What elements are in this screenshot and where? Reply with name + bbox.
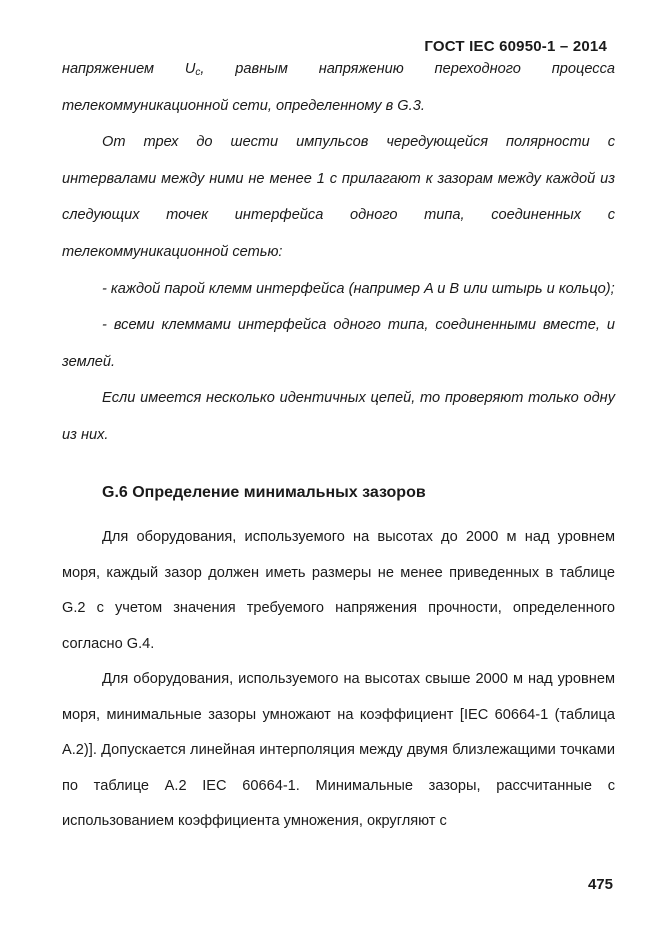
document-header: ГОСТ IEC 60950-1 – 2014 [424, 38, 607, 55]
section-heading: G.6 Определение минимальных зазоров [102, 484, 426, 501]
paragraph-identical-circuits: Если имеется несколько идентичных цепей, то проверяют только одну из них. [62, 390, 615, 443]
paragraph-altitude-above-2000: Для оборудования, используемого на высотах свыше 2000 м над уровнем моря, минимальные зазоры умножают на коэффициент [IEC 60664-1 (таблица A.2)]. Допускается линейная интерполяция между двумя близлежащими точками по таблице A.2 IEC 60664-1. Минимальные зазоры, рассчитанные с использованием коэффициента умножения, округляют с [62, 671, 615, 829]
paragraph-continuation-start: напряжением U [62, 61, 196, 77]
paragraph-continuation-end: , равным напряжению переходного процесса телекоммуникационной сети, определенному в G.3. [62, 61, 615, 114]
paragraph-impulses: От трех до шести импульсов чередующейся полярности с интервалами между ними не менее 1 с прилагают к зазорам между каждой из следующих точек интерфейса одного типа, соединенных с телекоммуникационной сетью: [62, 134, 615, 260]
italic-text-block [62, 51, 615, 454]
page-number: 475 [587, 876, 613, 893]
voltage-subscript: с [195, 67, 201, 78]
list-item-terminal-pairs: - каждой парой клемм интерфейса (например A и B или штырь и кольцо); [102, 280, 615, 297]
paragraph-continuation [62, 51, 615, 124]
list-item-all-terminals: - всеми клеммами интерфейса одного типа, соединенными вместе, и землей. [62, 317, 615, 370]
body-text-block [62, 520, 615, 840]
paragraph-altitude-below-2000: Для оборудования, используемого на высотах до 2000 м над уровнем моря, каждый зазор должен иметь размеры не менее приведенных в таблице G.2 с учетом значения требуемого напряжения прочности, определенного согласно G.4. [62, 529, 615, 652]
